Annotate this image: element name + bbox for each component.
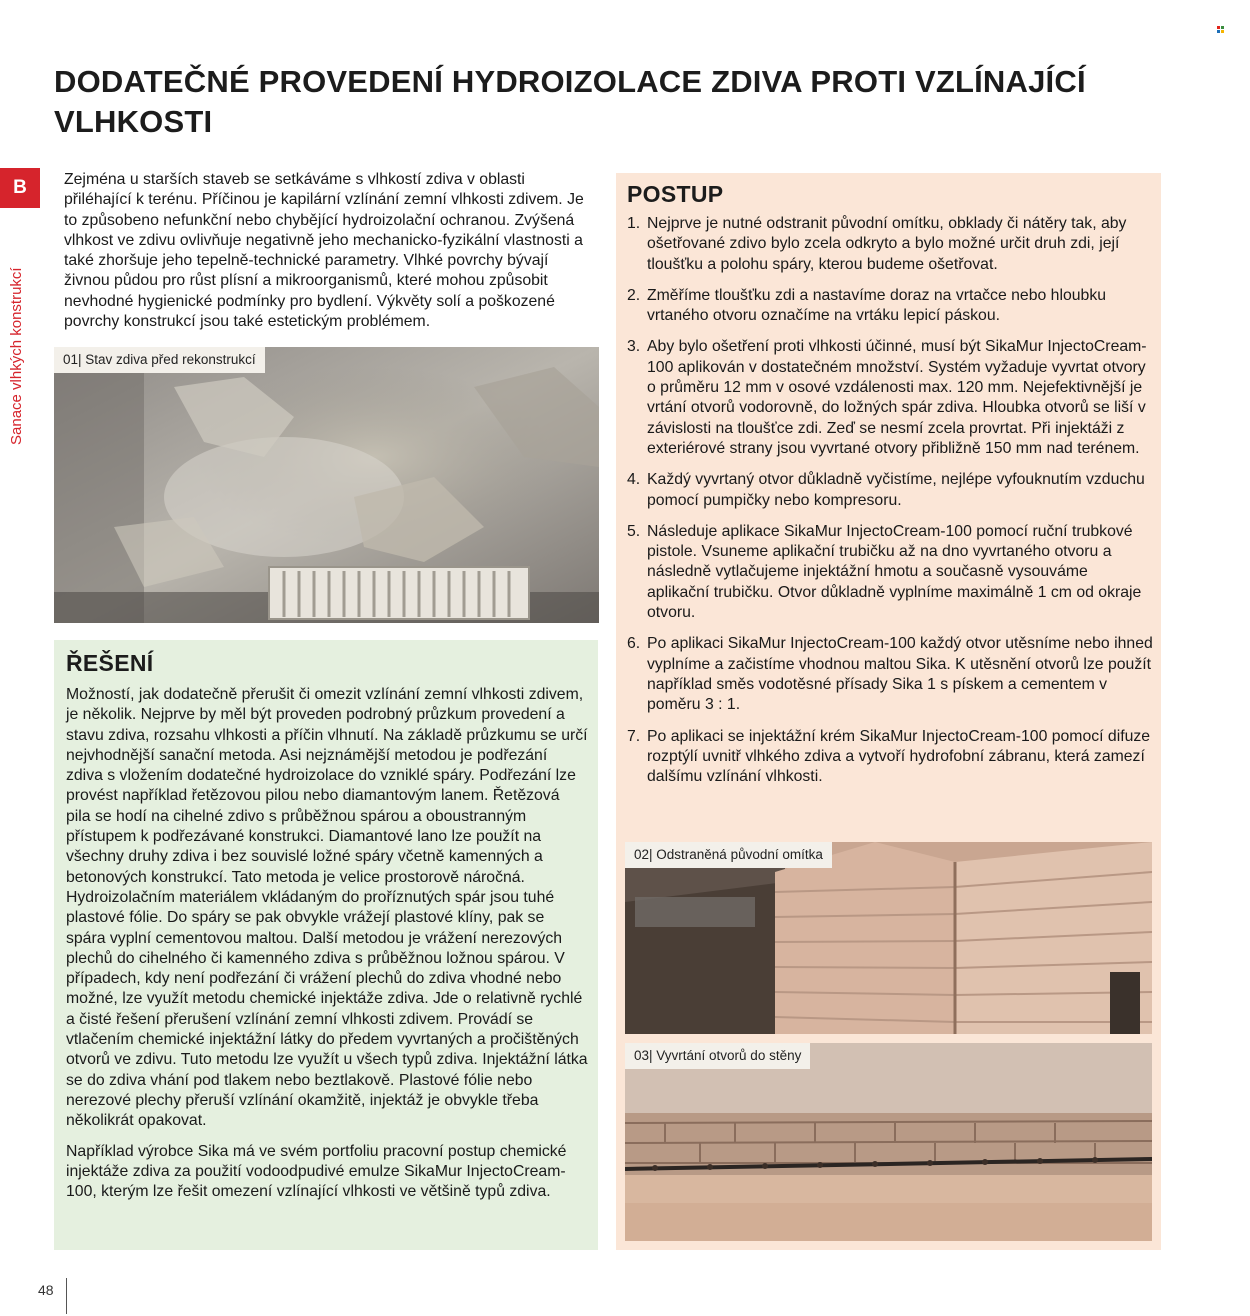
photo-wall-before — [54, 347, 599, 623]
brick-corner-image — [625, 842, 1152, 1034]
page-number: 48 — [38, 1282, 54, 1298]
photo-caption: 02| Odstraněná původní omítka — [625, 842, 832, 868]
damaged-wall-image — [54, 347, 599, 623]
procedure-steps — [627, 214, 1153, 787]
solution-heading: ŘEŠENÍ — [66, 650, 154, 676]
procedure-step: 3. Aby bylo ošetření proti vlhkosti účinné, musí být SikaMur InjectoCream-100 aplikován v dostatečném množství. Systém vyžaduje vyvrtat otvory o průměru 12 mm v osové vzdálenosti max. 120 mm. Nejefektivnější je vrtání otvorů vodorovně, do ložných spár zdiva. Hloubka otvorů se liší v závislosti na tloušťce zdi. Zeď se nesmí zcela provrtat. Při injektáži z exteriérové strany jsou vyvrtané otvory přibližně 150 mm nad terénem. — [627, 338, 1147, 457]
photo-caption: 03| Vyvrtání otvorů do stěny — [625, 1043, 810, 1069]
procedure-step: 7. Po aplikaci se injektážní krém SikaMur InjectoCream-100 pomocí difuze rozptýlí uvnitř vlhkého zdiva a vytvoří hydrofobní zábranu, která zamezí dalšímu vzlínání vlhkosti. — [627, 727, 1151, 786]
page-number-divider — [66, 1278, 67, 1314]
photo-caption: 01| Stav zdiva před rekonstrukcí — [54, 347, 265, 373]
solution-paragraph-sika: Například výrobce Sika má ve svém portfoliu pracovní postup chemické injektáže zdiva za použití vodoodpudivé emulze SikaMur InjectoCream-100, kterým lze řešit omezení vzlínající vlhkosti ve většině typů zdiva. — [66, 1142, 567, 1201]
section-tab: B — [0, 168, 40, 208]
procedure-step: 6. Po aplikaci SikaMur InjectoCream-100 každý otvor utěsníme nebo ihned vyplníme a začistíme vhodnou maltou Sika. K utěsnění otvorů lze použít například směs vodotěsné přísady Sika 1 s pískem a cementem v poměru 3 : 1. — [627, 635, 1153, 714]
brand-mark-icon — [1217, 26, 1225, 34]
drilled-wall-image — [625, 1043, 1152, 1241]
solution-paragraph: Možností, jak dodatečně přerušit či omezit vzlínání zemní vlhkosti zdivem, je několik. Nejprve by měl být proveden podrobný průzkum provedení a stavu zdiva, rozsahu vlhkosti a příčin vlhnutí. Na základě průzkumu se určí nejvhodnější sanační metoda. Asi nejznámější metodou je podřezání zdiva s vložením dodatečné hydroizolace do vzniklé spáry. Podřezání lze provést například řetězovou pilou nebo diamantovým lanem. Řetězová pila se hodí na cihelné zdivo s průběžnou spárou a oboustranným přístupem k podřezávané konstrukci. Diamantové lano lze použít na všechny druhy zdiva i bez souvislé ložné spáry včetně kamenných a betonových konstrukcí. Tato metoda je velice prostorově náročná. Hydroizolačním materiálem vkládaným do proříznutých spár jsou tuhé plastové fólie. Do spáry se pak obvykle vrážejí plastové klíny, pak se spára vyplní cementovou maltou. Další metodou je vrážení nerezových plechů do cihelného či kamenného zdiva s průběžnou ložnou spárou. V případech, kdy není podřezání či vrážení plechů do zdiva vhodné nebo možné, lze využít metodu chemické injektáže zdiva. Jde o relativně rychlé a čisté řešení přerušení vzlínání zemní vlhkosti zdivem. Provádí se vtlačením chemické injektážní látky do předem vyvrtaných a pročištěných otvorů ve zdivu. Tuto metodu lze využít u všech typů zdiva. Injektážní látka se do zdiva vhání pod tlakem nebo beztlakově. Plastové fólie nebo nerezové plechy přeruší vzlínání okamžitě, injektáž je obvykle třeba několikrát opakovat. — [66, 686, 588, 1130]
section-label: Sanace vlhkých konstrukcí — [8, 267, 25, 445]
page-title: DODATEČNÉ PROVEDENÍ HYDROIZOLACE ZDIVA PROTI VZLÍNAJÍCÍ VLHKOSTI — [54, 64, 1086, 139]
solution-panel — [54, 640, 598, 1250]
intro-paragraph: Zejména u starších staveb se setkáváme s vlhkostí zdiva v oblasti přiléhající k terénu. Příčinou je kapilární vzlínání zemní vlhkosti zdivem. Je to způsobeno nefunkční nebo chybějící hydroizolační ochranou. Zvýšená vlhkost ve zdivu ovlivňuje negativně jeho mechanicko-fyzikální vlastnosti a také zhoršuje jeho tepelně-technické parametry. Vlhké povrchy bývají živnou půdou pro růst plísní a mikroorganismů, které mohou způsobit nevhodné hygienické podmínky pro bydlení. Výkvěty solí a poškozené povrchy konstrukcí jsou také estetickým problémem. — [64, 171, 584, 331]
procedure-heading: POSTUP — [627, 181, 724, 207]
procedure-step: 4. Každý vyvrtaný otvor důkladně vyčistíme, nejlépe vyfouknutím vzduchu pomocí pumpičky nebo kompresoru. — [627, 471, 1145, 509]
procedure-step: 5. Následuje aplikace SikaMur InjectoCream-100 pomocí ruční trubkové pistole. Vsuneme aplikační trubičku až na dno vyvrtaného otvoru a následně vytlačujeme injektážní hmotu a současně vysouváme aplikační trubičku. Otvor důkladně vyplníme maximálně 1 cm od okraje otvoru. — [627, 522, 1142, 622]
photo-drilled-holes — [625, 1043, 1152, 1241]
radiator-icon — [269, 567, 529, 619]
procedure-step: 2. Změříme tloušťku zdi a nastavíme doraz na vrtačce nebo hloubku vrtaného otvoru označíme na vrtáku lepicí páskou. — [627, 286, 1106, 325]
photo-exposed-brick — [625, 842, 1152, 1034]
procedure-step: 1. Nejprve je nutné odstranit původní omítku, obklady či nátěry tak, aby ošetřované zdivo bylo zcela odkryto a bylo možné určit druh zdi, její tloušťku a polohu spáry, kterou budeme ošetřovat. — [627, 215, 1127, 273]
